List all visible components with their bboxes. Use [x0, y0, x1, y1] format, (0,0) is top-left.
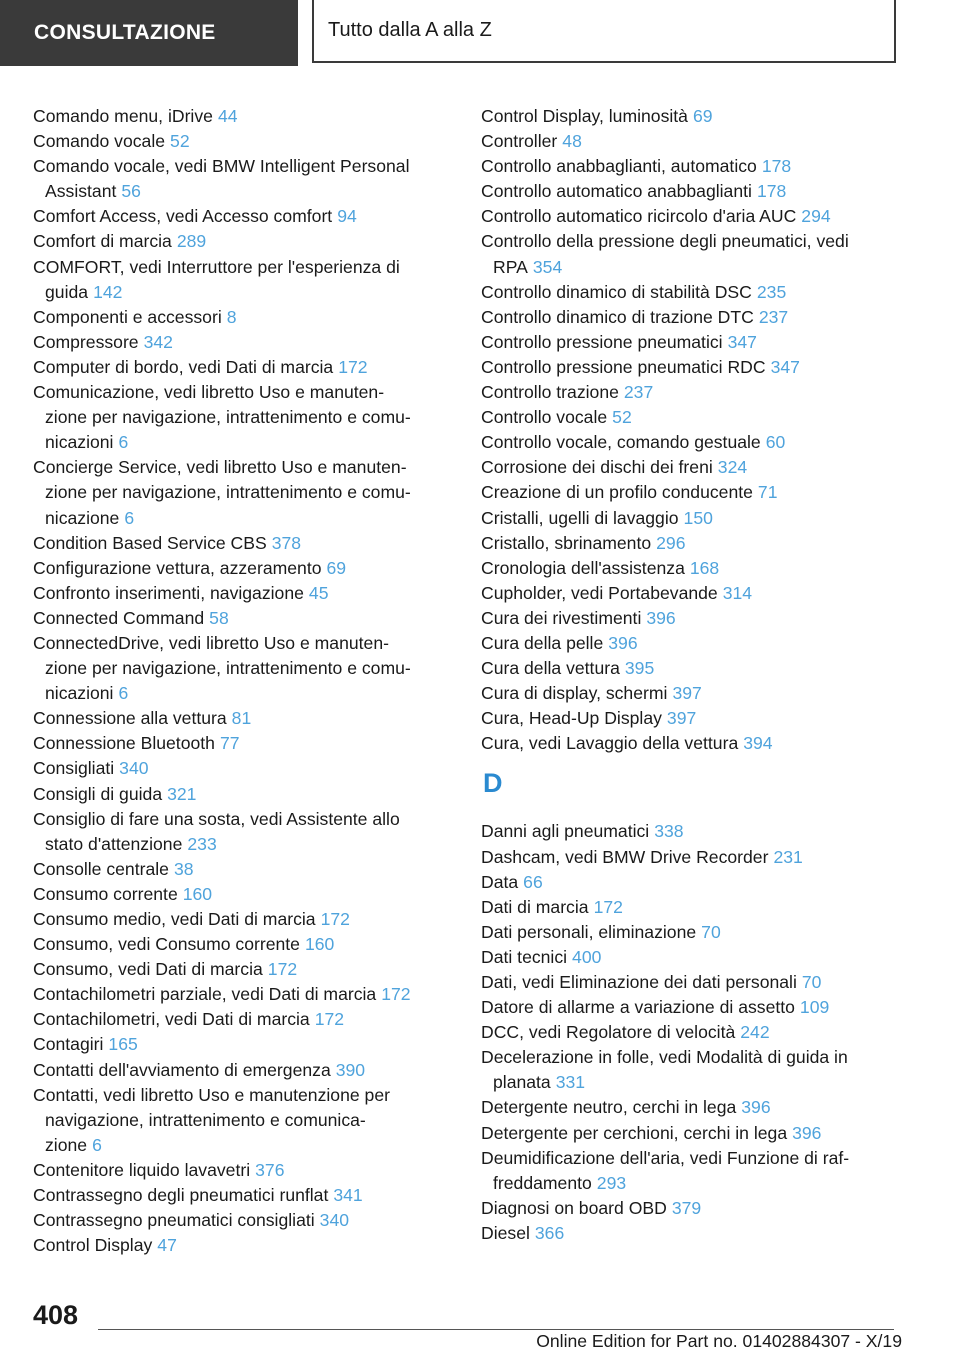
page-reference-link[interactable]: 48 — [562, 131, 582, 152]
index-entry — [481, 1221, 906, 1246]
page-reference-link[interactable]: 400 — [572, 946, 602, 967]
index-entry — [33, 1083, 458, 1158]
entry-term: Dati tecnici — [481, 946, 568, 967]
page-reference-link[interactable]: 341 — [333, 1185, 363, 1206]
entry-term: DCC, vedi Regolatore di velocità — [481, 1022, 736, 1043]
entry-term: Consigli di guida — [33, 783, 163, 804]
page-reference-link[interactable]: 294 — [801, 206, 831, 227]
page-reference-link[interactable]: 160 — [182, 883, 213, 904]
entry-term: ConnectedDrive, vedi libretto Uso e manuten- zione per navigazione, intrattenimento e comu- nicazioni — [33, 632, 411, 704]
index-entry — [33, 1032, 458, 1057]
page-reference-link[interactable]: 6 — [118, 432, 129, 453]
section-tab: CONSULTAZIONE — [0, 0, 298, 66]
page-reference-link[interactable]: 237 — [758, 306, 789, 327]
page-reference-link[interactable]: 342 — [143, 331, 173, 352]
index-entry — [33, 982, 458, 1007]
page-reference-link[interactable]: 172 — [593, 896, 623, 917]
index-entry — [33, 104, 458, 129]
page-header — [0, 0, 960, 66]
page-reference-link[interactable]: 150 — [683, 507, 713, 528]
entry-term: Consiglio di fare una sosta, vedi Assistente allo stato d'attenzione — [33, 808, 400, 854]
index-entry — [33, 330, 458, 355]
page-reference-link[interactable]: 94 — [337, 206, 357, 227]
index-entry — [481, 204, 906, 229]
index-entry — [481, 405, 906, 430]
entry-term: Comando vocale — [33, 131, 166, 152]
entry-term: Creazione di un profilo conducente — [481, 482, 753, 503]
index-entry — [481, 330, 906, 355]
entry-term: Detergente neutro, cerchi in lega — [481, 1097, 737, 1118]
page-reference-link[interactable]: 70 — [801, 972, 822, 992]
index-entry — [481, 870, 906, 895]
entry-term: Comfort di marcia — [33, 231, 172, 252]
page-reference-link[interactable]: 338 — [654, 821, 684, 842]
page-reference-link[interactable]: 6 — [118, 683, 129, 704]
entry-term: Configurazione vettura, azzeramento — [33, 557, 322, 578]
page-reference-link[interactable]: 52 — [612, 407, 632, 428]
page-reference-link[interactable]: 52 — [170, 131, 190, 152]
page-reference-link[interactable]: 77 — [219, 733, 240, 754]
index-entry — [481, 1020, 906, 1045]
entry-term: Confronto inserimenti, navigazione — [33, 582, 304, 603]
index-entry — [33, 782, 458, 807]
index-entry — [481, 1196, 906, 1221]
index-column-left — [33, 104, 458, 1258]
page-reference-link[interactable]: 178 — [756, 181, 787, 202]
entry-term: Controllo anabbaglianti, automatico — [481, 156, 757, 177]
entry-term: Connessione Bluetooth — [33, 733, 215, 754]
page-reference-link[interactable]: 354 — [532, 256, 563, 277]
index-entry — [481, 1095, 906, 1120]
entry-term: Cupholder, vedi Portabevande — [481, 582, 718, 603]
entry-term: Comando vocale, vedi BMW Intelligent Personal Assistant — [33, 156, 410, 202]
entry-term: Detergente per cerchioni, cerchi in lega — [481, 1122, 788, 1143]
entry-term: Controllo trazione — [481, 382, 619, 403]
entry-term: Contagiri — [33, 1034, 104, 1055]
index-entry — [33, 907, 458, 932]
index-entry — [481, 819, 906, 844]
index-entry — [33, 255, 458, 305]
page-reference-link[interactable]: 395 — [624, 658, 655, 679]
page-reference-link[interactable]: 396 — [741, 1097, 771, 1118]
page-reference-link[interactable]: 376 — [255, 1159, 285, 1180]
index-entry — [33, 1208, 458, 1233]
index-entry — [33, 129, 458, 154]
index-entry — [481, 305, 906, 330]
page-reference-link[interactable]: 142 — [93, 281, 123, 302]
entry-term: Comunicazione, vedi libretto Uso e manuten- zione per navigazione, intrattenimento e comu- nicazioni — [33, 382, 411, 453]
entry-term: Consumo, vedi Dati di marcia — [33, 959, 263, 980]
entry-term: Compressore — [33, 331, 139, 352]
entry-term: Dashcam, vedi BMW Drive Recorder — [481, 846, 769, 867]
index-entry — [481, 631, 906, 656]
entry-term: Connected Command — [33, 607, 205, 628]
page-reference-link[interactable]: 390 — [335, 1059, 366, 1080]
page-reference-link[interactable]: 172 — [320, 909, 350, 929]
entry-term: Controllo dinamico di trazione DTC — [481, 306, 754, 327]
entry-term: Cura, Head-Up Display — [481, 708, 662, 729]
entry-term: Contenitore liquido lavavetri — [33, 1159, 251, 1180]
entry-term: Dati, vedi Eliminazione dei dati personali — [481, 972, 797, 992]
entry-term: Consigliati — [33, 758, 115, 779]
entry-term: Danni agli pneumatici — [481, 821, 650, 842]
index-entry — [33, 731, 458, 756]
index-entry — [481, 455, 906, 480]
index-entry — [481, 229, 906, 279]
index-entry — [481, 154, 906, 179]
entry-term: Dati personali, eliminazione — [481, 921, 697, 942]
entry-term: Contatti, vedi libretto Uso e manutenzione per navigazione, intrattenimento e comunica- zione — [33, 1084, 390, 1155]
index-entry — [481, 280, 906, 305]
index-entry — [481, 129, 906, 154]
page-reference-link[interactable]: 293 — [596, 1172, 627, 1193]
page-reference-link[interactable]: 172 — [338, 356, 368, 377]
entry-term: Diagnosi on board OBD — [481, 1197, 667, 1218]
index-entry — [481, 556, 906, 581]
entry-term: Contrassegno degli pneumatici runflat — [33, 1185, 329, 1206]
page-reference-link[interactable]: 45 — [308, 582, 329, 603]
page-reference-link[interactable]: 378 — [271, 532, 302, 553]
index-entry — [481, 1146, 906, 1196]
index-entry — [33, 305, 458, 330]
entry-term: Connessione alla vettura — [33, 708, 227, 729]
entry-term: Computer di bordo, vedi Dati di marcia — [33, 356, 334, 377]
entry-term: Comando menu, iDrive — [33, 106, 213, 126]
page-reference-link[interactable]: 296 — [656, 532, 686, 553]
index-entry — [33, 932, 458, 957]
entry-term: Cristalli, ugelli di lavaggio — [481, 507, 679, 528]
page-reference-link[interactable]: 394 — [743, 733, 773, 754]
index-entry — [33, 581, 458, 606]
page-reference-link[interactable]: 58 — [209, 607, 229, 628]
index-entry — [33, 1183, 458, 1208]
index-entry — [481, 506, 906, 531]
index-entry — [33, 1158, 458, 1183]
page-reference-link[interactable]: 366 — [534, 1222, 565, 1243]
page-reference-link[interactable]: 397 — [666, 708, 697, 729]
index-entry — [33, 631, 458, 706]
index-entry — [33, 1058, 458, 1083]
index-entry — [481, 920, 906, 945]
page-reference-link[interactable]: 289 — [176, 231, 207, 252]
page-reference-link[interactable]: 379 — [671, 1197, 702, 1218]
index-entry — [33, 957, 458, 982]
index-entry — [481, 581, 906, 606]
index-entry — [33, 154, 458, 204]
index-entry — [481, 104, 906, 129]
page-reference-link[interactable]: 168 — [689, 557, 720, 578]
entry-term: Consumo corrente — [33, 883, 178, 904]
page-reference-link[interactable]: 172 — [314, 1009, 345, 1030]
page-reference-link[interactable]: 38 — [173, 858, 194, 879]
index-entry — [481, 656, 906, 681]
entry-term: Diesel — [481, 1222, 530, 1243]
entry-term: Controllo pressione pneumatici RDC — [481, 356, 766, 377]
index-entry — [33, 556, 458, 581]
page-reference-link[interactable]: 69 — [692, 106, 713, 126]
page-reference-link[interactable]: 172 — [381, 984, 411, 1005]
index-entry — [33, 807, 458, 857]
index-entry — [33, 531, 458, 556]
page-reference-link[interactable]: 160 — [304, 934, 335, 955]
index-entry — [481, 706, 906, 731]
index-entry — [481, 1045, 906, 1095]
page-reference-link[interactable]: 70 — [701, 921, 721, 942]
edition-note: Online Edition for Part no. 01402884307 - X/19 — [536, 1331, 902, 1351]
entry-term: Controllo pressione pneumatici — [481, 331, 723, 352]
page-reference-link[interactable]: 347 — [727, 331, 757, 352]
entry-term: COMFORT, vedi Interruttore per l'esperienza di guida — [33, 256, 400, 302]
entry-term: Condition Based Service CBS — [33, 532, 267, 553]
index-entry — [33, 756, 458, 781]
page-reference-link[interactable]: 331 — [555, 1072, 586, 1093]
entry-term: Comfort Access, vedi Accesso comfort — [33, 206, 333, 227]
index-entry — [481, 606, 906, 631]
page-reference-link[interactable]: 233 — [187, 833, 217, 854]
page-reference-link[interactable]: 237 — [623, 382, 654, 403]
entry-term: Corrosione dei dischi dei freni — [481, 457, 713, 478]
entry-term: Componenti e accessori — [33, 306, 222, 327]
index-entry — [33, 380, 458, 455]
page-reference-link[interactable]: 66 — [523, 871, 543, 892]
page-reference-link[interactable]: 6 — [124, 507, 135, 528]
entry-term: Controllo automatico ricircolo d'aria AUC — [481, 206, 797, 227]
page-reference-link[interactable]: 71 — [757, 482, 778, 503]
entry-term: Consolle centrale — [33, 858, 169, 879]
index-entry — [33, 1007, 458, 1032]
page-reference-link[interactable]: 321 — [167, 783, 197, 804]
index-entry — [481, 430, 906, 455]
section-letter-heading: D — [483, 768, 503, 799]
index-entry — [33, 606, 458, 631]
page-reference-link[interactable]: 235 — [756, 281, 787, 302]
entry-term: Datore di allarme a variazione di assetto — [481, 997, 795, 1018]
page-reference-link[interactable]: 242 — [740, 1022, 770, 1043]
page-reference-link[interactable]: 47 — [157, 1235, 177, 1256]
page-number: 408 — [33, 1300, 79, 1330]
index-entry — [33, 355, 458, 380]
index-entry — [481, 845, 906, 870]
index-entry — [481, 480, 906, 505]
page-reference-link[interactable]: 8 — [226, 306, 237, 327]
index-entry — [33, 1233, 458, 1258]
page-reference-link[interactable]: 81 — [231, 708, 252, 729]
entry-term: Concierge Service, vedi libretto Uso e manuten- zione per navigazione, intrattenimento e comu- nicazione — [33, 457, 411, 528]
page-reference-link[interactable]: 324 — [717, 457, 748, 478]
page-reference-link[interactable]: 44 — [217, 106, 238, 126]
page-reference-link[interactable]: 60 — [765, 432, 786, 453]
entry-term: Control Display, luminosità — [481, 106, 688, 126]
page-reference-link[interactable]: 178 — [761, 156, 792, 177]
entry-term: Contatti dell'avviamento di emergenza — [33, 1059, 331, 1080]
entry-term: Controllo automatico anabbaglianti — [481, 181, 752, 202]
index-entry — [481, 1121, 906, 1146]
index-entry — [481, 731, 906, 756]
footer-divider — [98, 1329, 894, 1330]
index-entry — [481, 895, 906, 920]
index-entry — [33, 455, 458, 530]
index-entry — [481, 945, 906, 970]
page-reference-link[interactable]: 396 — [608, 632, 638, 653]
entry-term: Cura della pelle — [481, 632, 604, 653]
entry-term: Contrassegno pneumatici consigliati — [33, 1210, 315, 1231]
index-entry — [33, 857, 458, 882]
entry-term: Contachilometri, vedi Dati di marcia — [33, 1009, 310, 1030]
page-reference-link[interactable]: 314 — [722, 582, 753, 603]
index-column-right — [481, 104, 906, 1246]
page-reference-link[interactable]: 172 — [267, 959, 298, 980]
entry-term: Decelerazione in folle, vedi Modalità di guida in planata — [481, 1047, 848, 1093]
page-reference-link[interactable]: 165 — [108, 1034, 138, 1055]
entry-term: Controllo dinamico di stabilità DSC — [481, 281, 752, 302]
entry-term: Controller — [481, 131, 558, 152]
entry-term: Controllo vocale — [481, 407, 608, 428]
entry-term: Data — [481, 871, 519, 892]
entry-term: Consumo medio, vedi Dati di marcia — [33, 909, 316, 929]
page-reference-link[interactable]: 231 — [773, 846, 803, 867]
index-entry — [33, 706, 458, 731]
index-entry — [481, 970, 906, 995]
entry-term: Cristallo, sbrinamento — [481, 532, 652, 553]
page-reference-link[interactable]: 6 — [92, 1134, 102, 1155]
page-reference-link[interactable]: 340 — [119, 758, 149, 779]
index-entry — [481, 681, 906, 706]
index-entry — [481, 531, 906, 556]
index-entry — [33, 229, 458, 254]
page-reference-link[interactable]: 69 — [326, 557, 347, 578]
entry-term: Controllo della pressione degli pneumatici, vedi RPA — [481, 231, 849, 277]
index-entry — [33, 882, 458, 907]
entry-term: Cronologia dell'assistenza — [481, 557, 685, 578]
entry-term: Contachilometri parziale, vedi Dati di marcia — [33, 984, 377, 1005]
entry-term: Control Display — [33, 1235, 153, 1256]
entry-term: Dati di marcia — [481, 896, 589, 917]
page-reference-link[interactable]: 340 — [319, 1210, 350, 1231]
entry-term: Cura dei rivestimenti — [481, 607, 642, 628]
page-reference-link[interactable]: 347 — [770, 356, 800, 377]
index-entry — [481, 995, 906, 1020]
index-entry — [33, 204, 458, 229]
index-entry — [481, 380, 906, 405]
entry-term: Cura della vettura — [481, 658, 620, 679]
page-reference-link[interactable]: 56 — [121, 181, 141, 202]
page-reference-link[interactable]: 396 — [792, 1122, 822, 1143]
index-entry — [481, 355, 906, 380]
index-entry — [481, 179, 906, 204]
page-reference-link[interactable]: 397 — [672, 683, 702, 704]
entry-term: Controllo vocale, comando gestuale — [481, 432, 761, 453]
page-reference-link[interactable]: 109 — [799, 997, 830, 1018]
entry-term: Cura di display, schermi — [481, 683, 668, 704]
entry-term: Cura, vedi Lavaggio della vettura — [481, 733, 739, 754]
page-reference-link[interactable]: 396 — [646, 607, 676, 628]
entry-term: Consumo, vedi Consumo corrente — [33, 934, 300, 955]
chapter-title: Tutto dalla A alla Z — [312, 0, 896, 63]
entry-term: Deumidificazione dell'aria, vedi Funzione di raf- freddamento — [481, 1147, 850, 1193]
